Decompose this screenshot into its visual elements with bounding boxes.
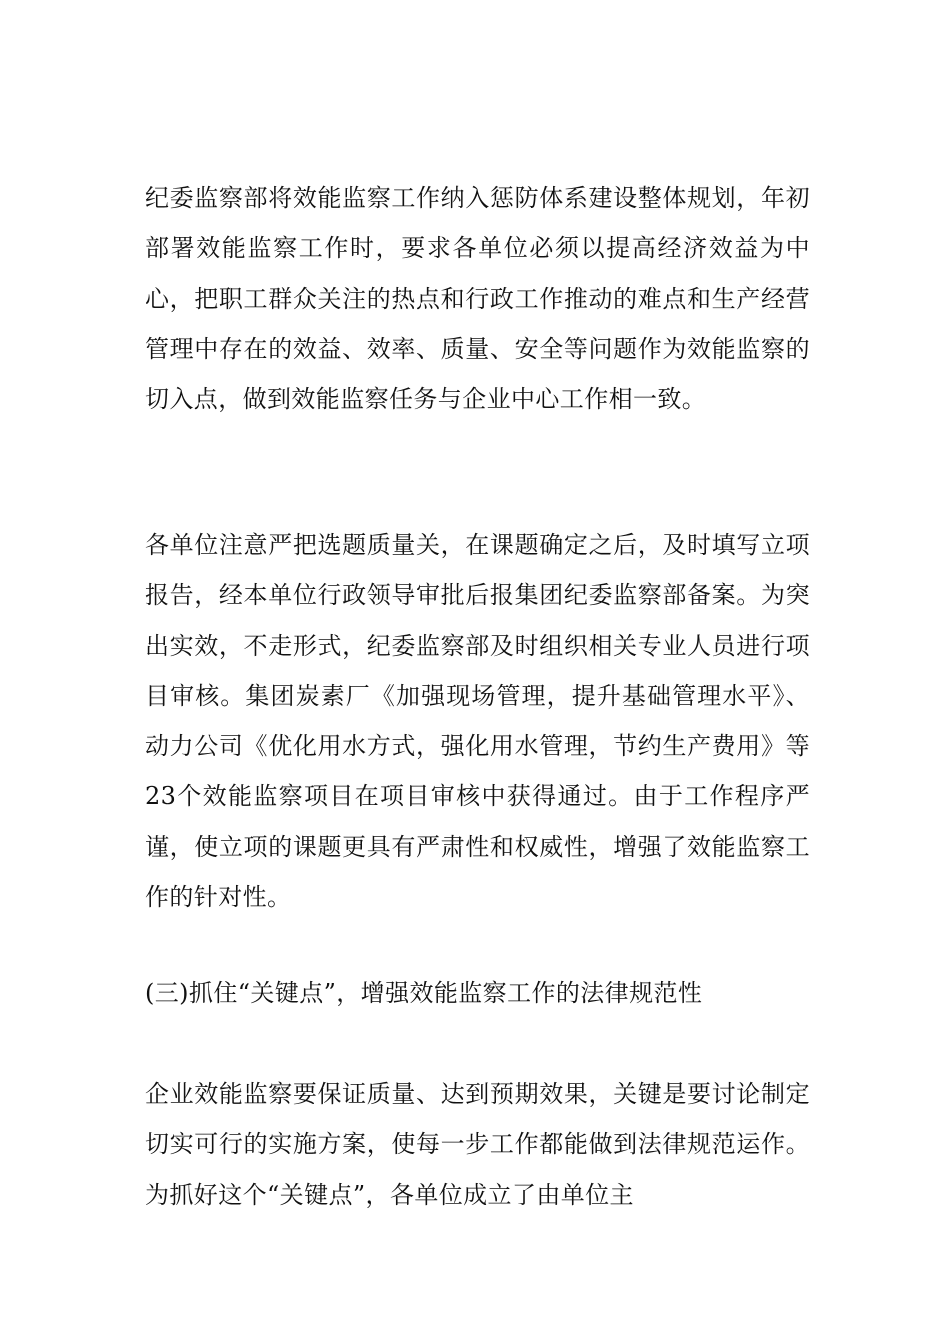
section-heading: (三)抓住“关键点”，增强效能监察工作的法律规范性 [145,979,703,1007]
paragraph-topic-review: 各单位注意严把选题质量关，在课题确定之后，及时填写立项报告，经本单位行政领导审批后报集团纪委监察部备案。为突出实效，不走形式，纪委监察部及时组织相关专业人员进行项目审核。集团炭素厂《加强现场管理，提升基础管理水平》、动力公司《优化用水方式，强化用水管理，节约生产费用》等23个效能监察项目在项目审核中获得通过。由于工作程序严谨，使立项的课题更具有严肃性和权威性，增强了效能监察工作的针对性。 [145,531,810,912]
paragraph-implementation: 企业效能监察要保证质量、达到预期效果，关键是要讨论制定切实可行的实施方案，使每一步工作都能做到法律规范运作。为抓好这个“关键点”，各单位成立了由单位主 [145,1080,810,1209]
paragraph-planning: 纪委监察部将效能监察工作纳入惩防体系建设整体规划，年初部署效能监察工作时，要求各单位必须以提高经济效益为中心，把职工群众关注的热点和行政工作推动的难点和生产经营管理中存在的效益、效率、质量、安全等问题作为效能监察的切入点，做到效能监察任务与企业中心工作相一致。 [145,184,810,414]
